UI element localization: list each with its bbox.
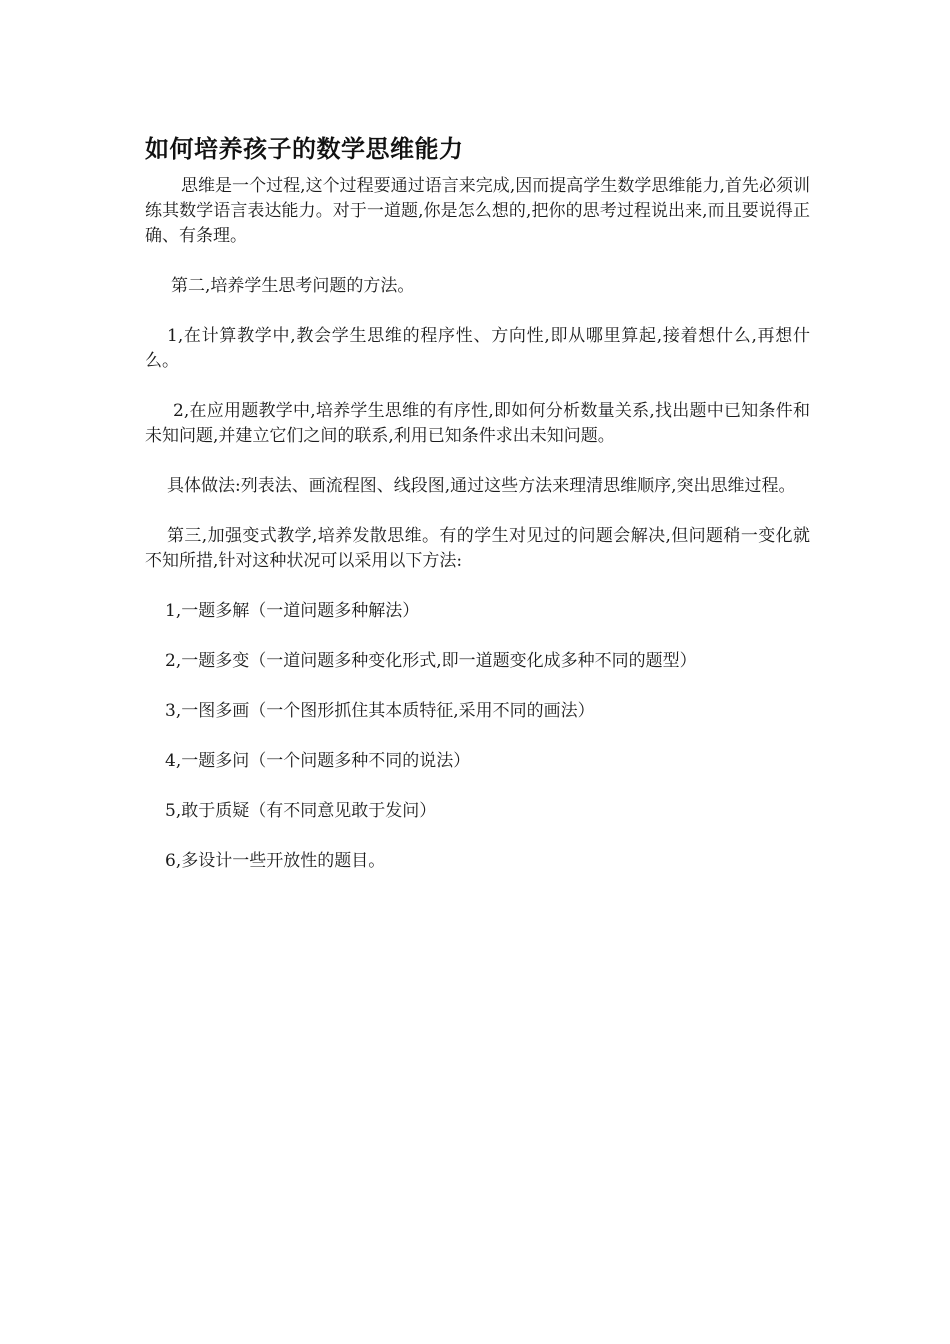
list-item: 4,一题多问（一个问题多种不同的说法） [165,751,471,771]
list-item: 1,一题多解（一道问题多种解法） [165,601,420,621]
document-title: 如何培养孩子的数学思维能力 [145,135,464,163]
spacer [145,624,810,649]
spacer [145,724,810,749]
spacer [145,299,810,324]
spacer [145,499,810,524]
list-item: 3,一图多画（一个图形抓住其本质特征,采用不同的画法） [165,701,595,721]
paragraph-calculation: 1,在计算教学中,教会学生思维的程序性、方向性,即从哪里算起,接着想什么,再想什么。 [145,326,810,371]
spacer [145,449,810,474]
spacer [145,374,810,399]
spacer [145,774,810,799]
spacer [145,674,810,699]
paragraph-word-problems: 2,在应用题教学中,培养学生思维的有序性,即如何分析数量关系,找出题中已知条件和未知问题,并建立它们之间的联系,利用已知条件求出未知问题。 [145,401,810,446]
spacer [145,574,810,599]
list-item: 5,敢于质疑（有不同意见敢于发问） [165,801,437,821]
paragraph-second-point: 第二,培养学生思考问题的方法。 [171,276,415,296]
paragraph-intro: 思维是一个过程,这个过程要通过语言来完成,因而提高学生数学思维能力,首先必须训练其数学语言表达能力。对于一道题,你是怎么想的,把你的思考过程说出来,而且要说得正确、有条理。 [145,176,810,246]
paragraph-third-point: 第三,加强变式教学,培养发散思维。有的学生对见过的问题会解决,但问题稍一变化就不知所措,针对这种状况可以采用以下方法: [145,526,810,571]
document-page [145,132,810,874]
spacer [145,824,810,849]
list-item: 6,多设计一些开放性的题目。 [165,851,386,871]
spacer [145,249,810,274]
list-item: 2,一题多变（一道问题多种变化形式,即一道题变化成多种不同的题型） [165,651,697,671]
paragraph-methods: 具体做法:列表法、画流程图、线段图,通过这些方法来理清思维顺序,突出思维过程。 [167,476,796,496]
